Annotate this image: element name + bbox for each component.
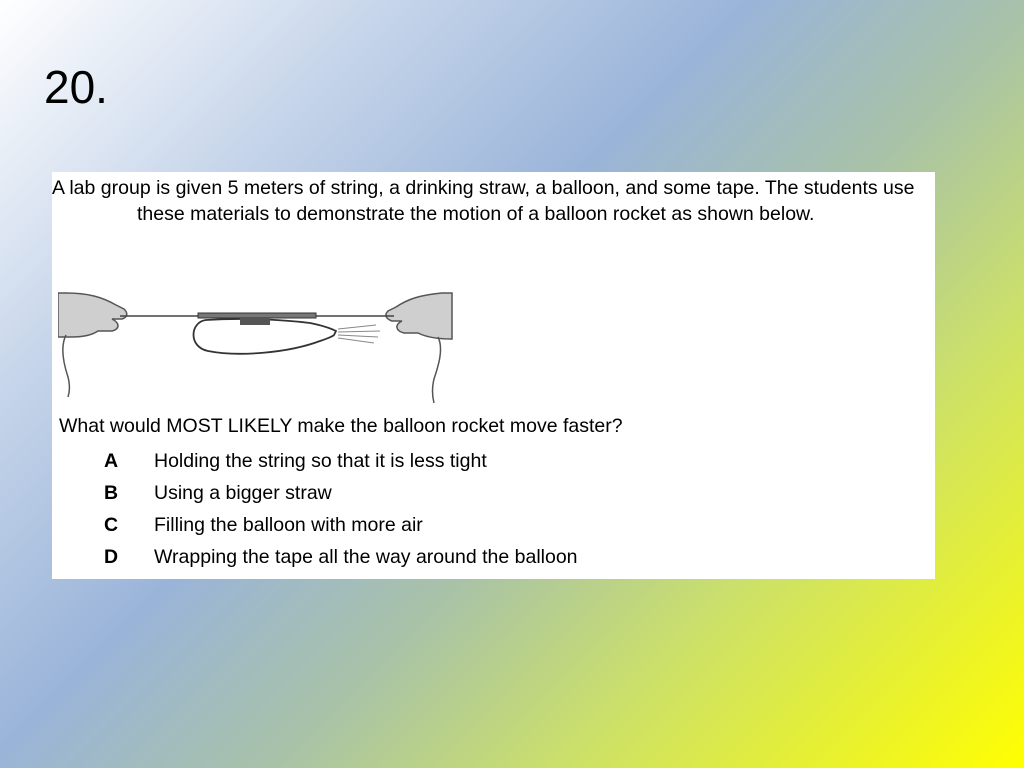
choice-text: Filling the balloon with more air bbox=[154, 514, 423, 536]
choice-a[interactable] bbox=[104, 450, 904, 482]
air-jet bbox=[338, 335, 378, 337]
left-hand bbox=[58, 293, 127, 337]
question-intro: A lab group is given 5 meters of string, a drinking straw, a balloon, and some tape. The students use these materials to demonstrate the motion of a balloon rocket as shown below. bbox=[52, 177, 915, 225]
choice-text: Wrapping the tape all the way around the balloon bbox=[154, 546, 578, 568]
air-jet bbox=[338, 338, 374, 343]
choice-d[interactable] bbox=[104, 546, 904, 578]
choice-letter: D bbox=[104, 546, 119, 568]
choice-letter: B bbox=[104, 482, 119, 504]
choice-letter: A bbox=[104, 450, 119, 472]
straw bbox=[198, 313, 316, 318]
left-hand-arm bbox=[63, 335, 70, 397]
choice-text: Using a bigger straw bbox=[154, 482, 332, 504]
question-prompt: What would MOST LIKELY make the balloon rocket move faster? bbox=[59, 415, 623, 437]
balloon-rocket-illustration bbox=[58, 287, 454, 405]
air-jet bbox=[338, 325, 376, 329]
choice-c[interactable] bbox=[104, 514, 904, 546]
air-jet bbox=[338, 331, 380, 332]
tape bbox=[240, 318, 270, 325]
answer-choices bbox=[104, 450, 904, 578]
right-hand-arm bbox=[433, 337, 441, 403]
choice-letter: C bbox=[104, 514, 119, 536]
right-hand bbox=[386, 293, 452, 339]
choice-text: Holding the string so that it is less tight bbox=[154, 450, 487, 472]
question-card bbox=[52, 172, 935, 579]
slide-number: 20. bbox=[44, 61, 108, 113]
choice-b[interactable] bbox=[104, 482, 904, 514]
